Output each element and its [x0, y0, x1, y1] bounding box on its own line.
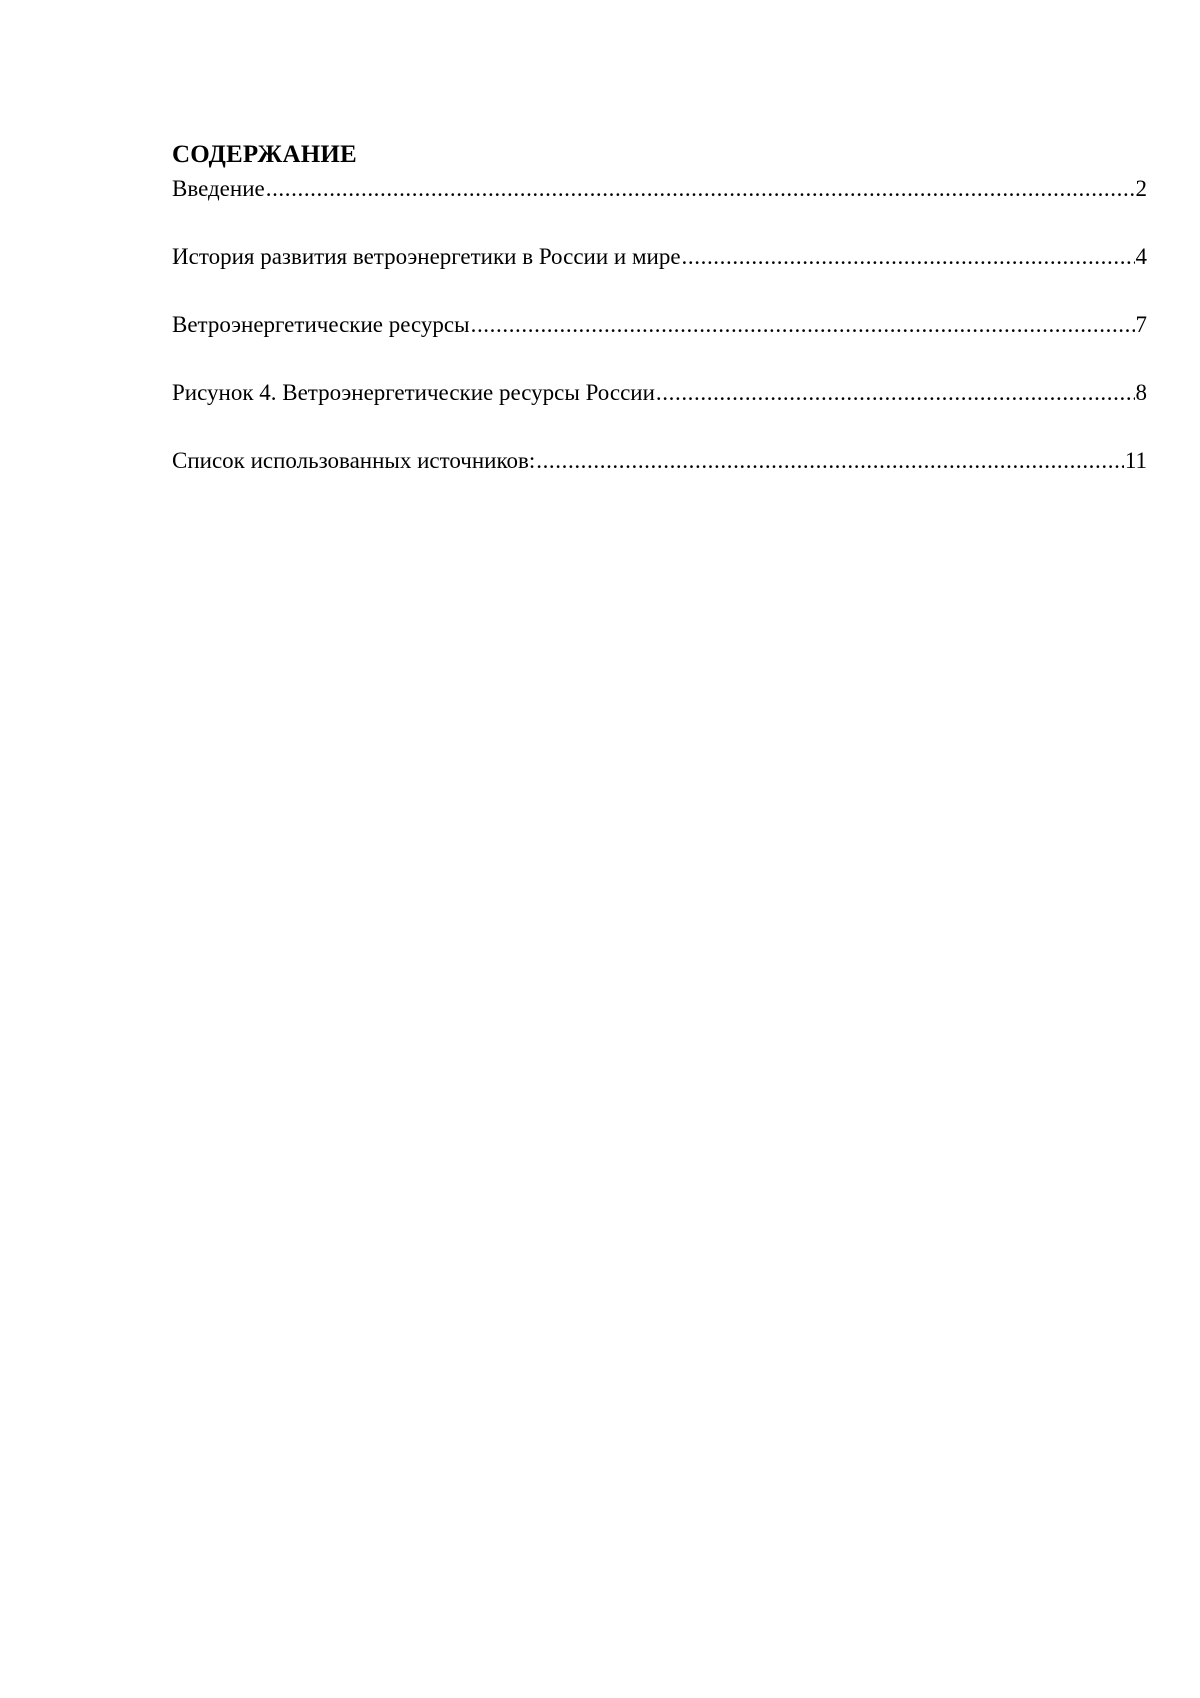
toc-entry-label: История развития ветроэнергетики в России и мире — [172, 244, 681, 269]
toc-page-number: 8 — [1135, 380, 1147, 405]
toc-entry-history[interactable] — [172, 242, 1147, 272]
toc-entry-references[interactable] — [172, 446, 1147, 476]
toc-dot-leader — [536, 446, 1124, 476]
toc-page-number: 2 — [1135, 176, 1147, 201]
toc-entry-introduction[interactable] — [172, 174, 1147, 204]
toc-page-number: 4 — [1135, 244, 1147, 269]
table-of-contents — [172, 140, 1147, 476]
toc-entry-label: Ветроэнергетические ресурсы — [172, 312, 470, 337]
toc-dot-leader — [471, 310, 1135, 340]
toc-list — [172, 174, 1147, 476]
toc-page-number: 11 — [1124, 448, 1147, 473]
toc-dot-leader — [682, 242, 1135, 272]
toc-entry-label: Введение — [172, 176, 265, 201]
toc-entry-label: Список использованных источников: — [172, 448, 536, 473]
toc-dot-leader — [266, 174, 1135, 204]
toc-heading: СОДЕРЖАНИЕ — [172, 141, 357, 168]
toc-entry-figure-4[interactable] — [172, 378, 1147, 408]
toc-dot-leader — [656, 378, 1135, 408]
toc-page-number: 7 — [1135, 312, 1147, 337]
toc-entry-resources[interactable] — [172, 310, 1147, 340]
toc-entry-label: Рисунок 4. Ветроэнергетические ресурсы России — [172, 380, 655, 405]
